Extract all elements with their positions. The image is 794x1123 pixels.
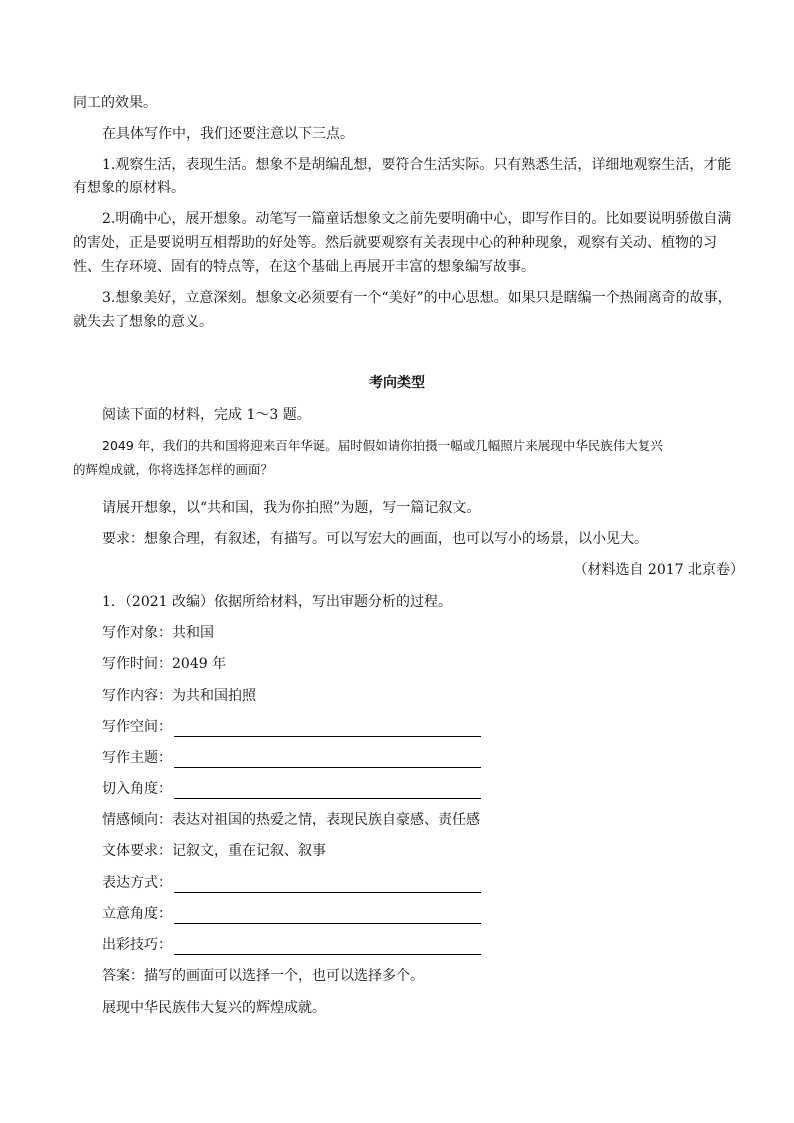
paragraph-line: 同工的效果。 [73,95,157,111]
analysis-field-blank: 出彩技巧： [102,935,481,955]
fill-blank [174,753,481,768]
analysis-field: 写作内容：为共和国拍照 [102,688,256,704]
analysis-field: 写作时间：2049 年 [102,656,227,672]
analysis-field-blank: 写作主题： [102,748,481,768]
analysis-field-blank: 表达方式： [102,873,481,893]
analysis-field-blank: 写作空间： [102,717,481,737]
answer-line: 答案：描写的画面可以选择一个，也可以选择多个。 [102,968,424,984]
section-title: 考向类型 [369,375,425,391]
paragraph-line: 1.观察生活，表现生活。想象不是胡编乱想，要符合生活实际。只有熟悉生活，详细地观察生活，才能 [102,157,732,173]
material-source: （材料选自 2017 北京卷） [573,562,744,578]
paragraph-line: 3.想象美好，立意深刻。想象文必须要有一个“美好”的中心思想。如果只是瞎编一个热闹离奇的故事， [102,290,732,306]
fill-blank [174,722,481,737]
material-quote-line: 的辉煌成就，你将选择怎样的画面？ [73,462,274,477]
paragraph-line: 的害处，正是要说明互相帮助的好处等。然后就要观察有关表现中心的种种现象，观察有关动、植物的习 [73,235,717,251]
analysis-field: 文体要求：记叙文，重在记叙、叙事 [102,843,326,859]
paragraph-line: 性、生存环境、固有的特点等，在这个基础上再展开丰富的想象编写故事。 [73,259,535,275]
paragraph-line: 就失去了想象的意义。 [73,314,213,330]
paragraph-line: 在具体写作中，我们还要注意以下三点。 [102,126,354,142]
material-prompt: 请展开想象，以“共和国，我为你拍照”为题，写一篇记叙文。 [102,500,481,516]
analysis-field-blank: 立意角度： [102,904,481,924]
fill-blank [174,784,481,799]
question-title: 1．（2021 改编）依据所给材料，写出审题分析的过程。 [102,594,452,610]
fill-blank [174,909,481,924]
material-requirement: 要求：想象合理，有叙述，有描写。可以写宏大的画面，也可以写小的场景，以小见大。 [102,531,648,547]
answer-line: 展现中华民族伟大复兴的辉煌成就。 [102,1000,326,1016]
paragraph-line: 有想象的原材料。 [73,180,185,196]
paragraph-line: 2.明确中心，展开想象。动笔写一篇童话想象文之前先要明确中心，即写作目的。比如要说明骄傲自满 [102,211,732,227]
fill-blank [174,878,481,893]
material-quote-line: 2049 年，我们的共和国将迎来百年华诞。届时假如请你拍摄一幅或几幅照片来展现中华民族伟大复兴 [102,438,663,453]
analysis-field-blank: 切入角度： [102,779,481,799]
fill-blank [174,940,481,955]
analysis-field: 写作对象：共和国 [102,625,214,641]
analysis-field: 情感倾向：表达对祖国的热爱之情，表现民族自豪感、责任感 [102,812,480,828]
material-instruction: 阅读下面的材料，完成 1～3 题。 [102,407,311,423]
